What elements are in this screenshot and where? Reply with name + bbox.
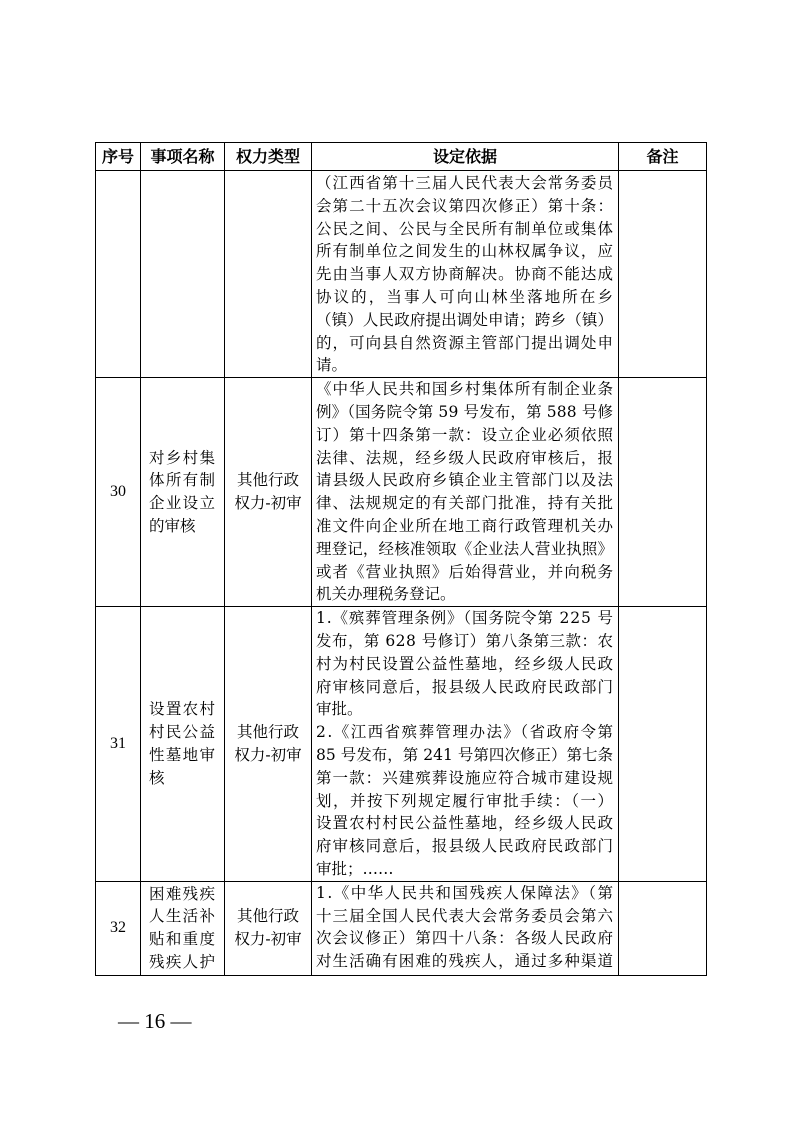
power-type-line: 其他行政: [236, 723, 299, 742]
cell-item-name: [141, 607, 225, 882]
legal-basis-line: 审批；……: [316, 859, 394, 878]
header-remark: 备注: [619, 143, 707, 171]
cell-remark: [619, 607, 707, 882]
cell-remark: [619, 881, 707, 975]
legal-basis-text: [316, 378, 613, 606]
cell-serial-number: [96, 171, 141, 378]
table-row: [96, 607, 707, 882]
legal-basis-line: 次会议修正）第四十八条：各级人民政府: [316, 929, 615, 948]
item-name-line: 贴和重度: [149, 930, 217, 949]
item-name-line: 企业设立: [149, 494, 217, 513]
cell-serial-number: 30: [96, 378, 141, 607]
legal-basis-line: 理登记，经核准领取《企业法人营业执照》: [316, 539, 614, 558]
legal-basis-line: 设置农村村民公益性墓地，经乡级人民政: [316, 814, 615, 833]
cell-legal-basis: [312, 171, 619, 378]
legal-basis-line: 的，可向县自然资源主管部门提出调处申: [316, 333, 615, 352]
cell-remark: [619, 171, 707, 378]
legal-basis-text: [316, 607, 613, 881]
legal-basis-line: 对生活确有困难的残疾人，通过多种渠道: [316, 952, 615, 971]
header-item-name: 事项名称: [141, 143, 225, 171]
cell-legal-basis: [312, 881, 619, 975]
legal-basis-line: 所有制单位之间发生的山林权属争议，应: [316, 242, 615, 261]
legal-basis-line: 《中华人民共和国乡村集体所有制企业条: [316, 380, 615, 399]
legal-basis-text: [316, 172, 616, 377]
power-type-text: [225, 721, 311, 767]
power-type-line: 其他行政: [236, 907, 299, 926]
item-name-line: 核: [149, 768, 165, 787]
power-type-line: 权力-初审: [234, 930, 302, 949]
power-type-text: [225, 905, 311, 951]
header-power-type: 权力类型: [225, 143, 312, 171]
cell-serial-number: 32: [96, 881, 141, 975]
cell-remark: [619, 378, 707, 607]
legal-basis-line: 第一款：兴建殡葬设施应符合城市建设规: [316, 768, 615, 787]
legal-basis-line: 准文件向企业所在地工商行政管理机关办: [316, 516, 615, 535]
item-name-text: [149, 698, 215, 789]
legal-basis-line: 先由当事人双方协商解决。协商不能达成: [316, 265, 615, 284]
legal-basis-line: 审批。: [316, 700, 363, 719]
legal-basis-line: 会第二十五次会议第四次修正）第十条：: [316, 196, 615, 215]
item-name-line: 设置农村: [149, 700, 217, 719]
power-type-line: 其他行政: [236, 471, 299, 490]
item-name-text: [149, 447, 215, 538]
legal-basis-line: 律、法规规定的有关部门批准，持有关批: [316, 494, 615, 513]
page-number: — 16 —: [118, 1009, 192, 1033]
legal-basis-line: 法律、法规，经乡级人民政府审核后，报: [316, 448, 615, 467]
legal-basis-line: 划，并按下列规定履行审批手续：（一）: [316, 791, 615, 810]
table-row: [96, 881, 707, 975]
legal-basis-line: 请县级人民政府乡镇企业主管部门以及法: [316, 471, 615, 490]
header-serial-number: 序号: [96, 143, 141, 171]
cell-legal-basis: [312, 607, 619, 882]
legal-basis-line: 例》（国务院令第 59 号发布，第 588 号修: [316, 402, 614, 421]
cell-legal-basis: [312, 378, 619, 607]
item-name-line: 的审核: [149, 516, 196, 535]
cell-power-type: [225, 378, 312, 607]
legal-basis-line: 请。: [316, 356, 348, 375]
table-header-row: [96, 143, 707, 171]
cell-item-name: [141, 171, 225, 378]
legal-basis-line: 订）第十四条第一款：设立企业必须依照: [316, 425, 615, 444]
legal-basis-line: 公民之间、公民与全民所有制单位或集体: [316, 219, 615, 238]
item-name-line: 残疾人护: [149, 953, 217, 971]
legal-basis-line: 机关办理税务登记。: [316, 585, 456, 604]
legal-basis-text: [316, 882, 613, 973]
header-legal-basis: 设定依据: [312, 143, 619, 171]
legal-basis-line: 十三届全国人民代表大会常务委员会第六: [316, 906, 615, 925]
legal-basis-line: 2.《江西省殡葬管理办法》（省政府令第: [316, 723, 615, 742]
power-type-line: 权力-初审: [234, 745, 302, 764]
legal-basis-line: 村为村民设置公益性墓地，经乡级人民政: [316, 654, 615, 673]
legal-basis-line: 协议的，当事人可向山林坐落地所在乡: [316, 287, 616, 306]
item-name-line: 体所有制: [149, 471, 217, 490]
power-type-line: 权力-初审: [234, 494, 302, 513]
cell-power-type: [225, 881, 312, 975]
table-row: [96, 378, 707, 607]
legal-basis-line: 1.《殡葬管理条例》（国务院令第 225 号: [316, 609, 614, 628]
power-type-text: [225, 469, 311, 515]
item-name-line: 困难残疾: [149, 884, 217, 903]
legal-basis-line: 发布，第 628 号修订）第八条第三款：农: [316, 631, 614, 650]
item-name-text: [149, 883, 215, 974]
cell-power-type: [225, 171, 312, 378]
item-name-line: 人生活补: [149, 907, 217, 926]
legal-basis-line: 府审核同意后，报县级人民政府民政部门: [316, 677, 615, 696]
power-list-table: [95, 142, 707, 976]
item-name-line: 性墓地审: [149, 745, 217, 764]
legal-basis-line: 85 号发布，第 241 号第四次修正）第七条: [316, 745, 614, 764]
legal-basis-line: （镇）人民政府提出调处申请；跨乡（镇）: [316, 310, 614, 329]
legal-basis-line: （江西省第十三届人民代表大会常务委员: [316, 174, 615, 192]
cell-serial-number: 31: [96, 607, 141, 882]
legal-basis-line: 1.《中华人民共和国残疾人保障法》（第: [316, 883, 615, 902]
legal-basis-line: 府审核同意后，报县级人民政府民政部门: [316, 837, 615, 856]
cell-item-name: [141, 378, 225, 607]
item-name-line: 对乡村集: [149, 448, 217, 467]
cell-item-name: [141, 881, 225, 975]
table-row: [96, 171, 707, 378]
item-name-line: 村民公益: [149, 723, 217, 742]
cell-power-type: [225, 607, 312, 882]
legal-basis-line: 或者《营业执照》后始得营业，并向税务: [316, 562, 615, 581]
